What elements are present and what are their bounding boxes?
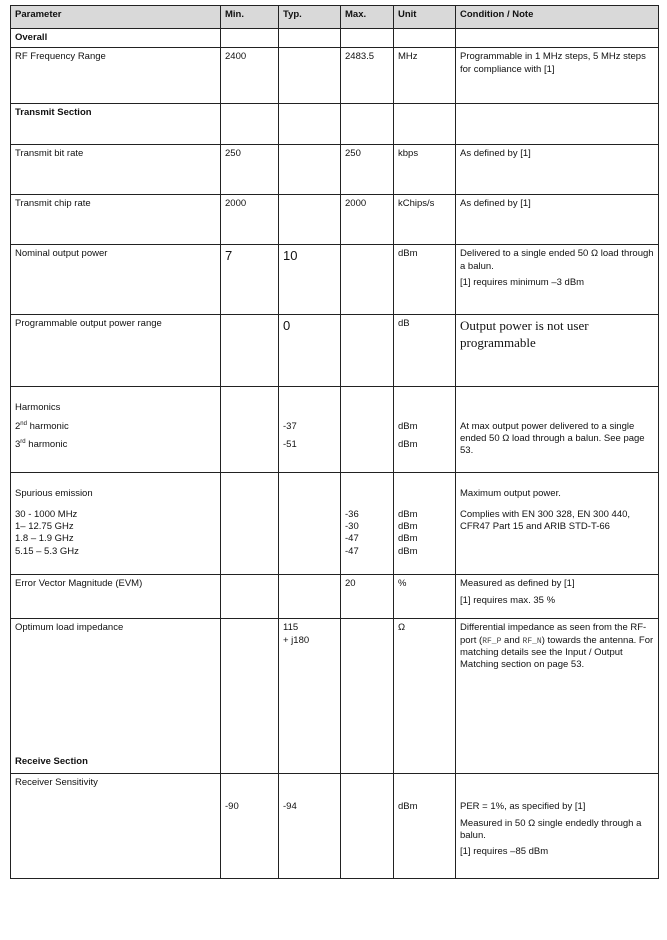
table-row (11, 315, 659, 387)
spurious-range-0: 30 - 1000 MHz (15, 508, 78, 520)
specification-table (10, 5, 659, 879)
header-parameter: Parameter (11, 6, 221, 29)
chiprate-unit: kChips/s (394, 195, 456, 245)
table-row (11, 48, 659, 104)
spurious-unit (394, 473, 456, 575)
chiprate-note: As defined by [1] (456, 195, 659, 245)
spurious-max-1: -30 (345, 521, 359, 533)
sensitivity-unit-value: dBm (398, 801, 418, 813)
outpower-min: 7 (221, 245, 279, 315)
h3-sup: rd (20, 439, 26, 446)
harmonics-unit-2: dBm (398, 420, 418, 432)
harmonics-unit (394, 387, 456, 473)
sensitivity-unit (394, 774, 456, 879)
h2-base: 2 (15, 420, 21, 432)
header-unit: Unit (394, 6, 456, 29)
progpower-unit: dB (394, 315, 456, 387)
section-transmit-row (11, 104, 659, 145)
spurious-range-2: 1.8 – 1.9 GHz (15, 533, 74, 545)
harmonics-note-text: At max output power delivered to a single ended 50 Ω load through a balun. See page 53. (460, 420, 645, 457)
sensitivity-note-3: [1] requires –85 dBm (460, 846, 549, 858)
spurious-note-1: Maximum output power. (460, 488, 561, 500)
spurious-max (341, 473, 394, 575)
impedance-note-b: and (501, 634, 523, 646)
header-min: Min. (221, 6, 279, 29)
evm-unit: % (394, 575, 456, 619)
table-row (11, 145, 659, 195)
rf-max: 2483.5 (341, 48, 394, 104)
impedance-typ-2: + j180 (283, 634, 310, 646)
h3-rest: harmonic (25, 439, 68, 451)
evm-note-2: [1] requires max. 35 % (460, 594, 556, 606)
h2-rest: harmonic (26, 420, 69, 432)
harmonic-2nd (15, 421, 216, 434)
impedance-note (456, 619, 659, 774)
spurious-unit-3: dBm (398, 545, 418, 557)
spurious-unit-2: dBm (398, 533, 418, 545)
harmonics-label: Harmonics (15, 402, 61, 414)
header-max: Max. (341, 6, 394, 29)
sensitivity-note (456, 774, 659, 879)
chiprate-max: 2000 (341, 195, 394, 245)
sensitivity-note-2: Measured in 50 Ω single endedly through a balun. (460, 817, 642, 842)
harmonics-typ-3: -51 (283, 439, 297, 451)
impedance-note-rfp: RF_P (482, 636, 502, 646)
spurious-parameter (11, 473, 221, 575)
spurious-unit-1: dBm (398, 521, 418, 533)
spurious-label: Spurious emission (15, 488, 93, 500)
spurious-note-2: Complies with EN 300 328, EN 300 440, CFR47 Part 15 and ARIB STD-T-66 (460, 508, 631, 533)
outpower-typ: 10 (279, 245, 341, 315)
table-row (11, 245, 659, 315)
impedance-note-a: Differential impedance as seen from the RF-port ( (460, 622, 647, 646)
outpower-note-1: Delivered to a single ended 50 Ω load through a balun. (460, 248, 654, 272)
h2-sup: nd (20, 420, 27, 427)
chiprate-min: 2000 (221, 195, 279, 245)
spurious-unit-0: dBm (398, 508, 418, 520)
sensitivity-min-value: -90 (225, 801, 239, 813)
harmonics-parameter (11, 387, 221, 473)
table-row (11, 473, 659, 575)
harmonics-typ-2: -37 (283, 420, 297, 432)
sensitivity-note-1: PER = 1%, as specified by [1] (460, 801, 586, 813)
impedance-note-c: ) towards the antenna. For matching details see the Input / Output Matching section on page 53. (460, 634, 654, 671)
harmonic-3rd (15, 439, 216, 452)
spurious-range-1: 1– 12.75 GHz (15, 521, 74, 533)
harmonics-typ (279, 387, 341, 473)
spurious-max-2: -47 (345, 533, 359, 545)
header-typ: Typ. (279, 6, 341, 29)
chiprate-parameter: Transmit chip rate (11, 195, 221, 245)
table-row (11, 387, 659, 473)
sensitivity-min (221, 774, 279, 879)
spurious-max-3: -47 (345, 545, 359, 557)
bitrate-max: 250 (341, 145, 394, 195)
rf-note: Programmable in 1 MHz steps, 5 MHz steps for compliance with [1] (456, 48, 659, 104)
progpower-note: Output power is not user programmable (456, 315, 659, 387)
outpower-parameter: Nominal output power (11, 245, 221, 315)
header-note: Condition / Note (456, 6, 659, 29)
bitrate-parameter: Transmit bit rate (11, 145, 221, 195)
section-overall-row (11, 29, 659, 48)
h3-base: 3 (15, 439, 21, 451)
spurious-note (456, 473, 659, 575)
impedance-typ-1: 115 (283, 622, 299, 634)
table-row (11, 619, 659, 774)
evm-max: 20 (341, 575, 394, 619)
evm-note (456, 575, 659, 619)
harmonics-note (456, 387, 659, 473)
table-row (11, 575, 659, 619)
progpower-typ: 0 (279, 315, 341, 387)
outpower-unit: dBm (394, 245, 456, 315)
bitrate-min: 250 (221, 145, 279, 195)
outpower-note-2: [1] requires minimum –3 dBm (460, 277, 585, 289)
evm-note-1: Measured as defined by [1] (460, 578, 575, 590)
harmonics-unit-3: dBm (398, 439, 418, 451)
sensitivity-parameter: Receiver Sensitivity (11, 774, 221, 879)
sensitivity-typ-value: -94 (283, 801, 297, 813)
sensitivity-typ (279, 774, 341, 879)
progpower-parameter: Programmable output power range (11, 315, 221, 387)
section-transmit: Transmit Section (11, 104, 221, 145)
rf-unit: MHz (394, 48, 456, 104)
impedance-parameter (11, 619, 221, 774)
table-row (11, 195, 659, 245)
evm-parameter: Error Vector Magnitude (EVM) (11, 575, 221, 619)
table-row (11, 774, 659, 879)
rf-parameter: RF Frequency Range (11, 48, 221, 104)
bitrate-note: As defined by [1] (456, 145, 659, 195)
impedance-label: Optimum load impedance (15, 622, 124, 634)
impedance-unit: Ω (394, 619, 456, 774)
impedance-typ (279, 619, 341, 774)
spurious-range-3: 5.15 – 5.3 GHz (15, 545, 79, 557)
section-receive: Receive Section (15, 756, 88, 767)
rf-min: 2400 (221, 48, 279, 104)
bitrate-unit: kbps (394, 145, 456, 195)
section-overall: Overall (11, 29, 221, 48)
outpower-note (456, 245, 659, 315)
impedance-note-rfn: RF_N (522, 636, 542, 646)
header-row (11, 6, 659, 29)
spurious-max-0: -36 (345, 508, 359, 520)
